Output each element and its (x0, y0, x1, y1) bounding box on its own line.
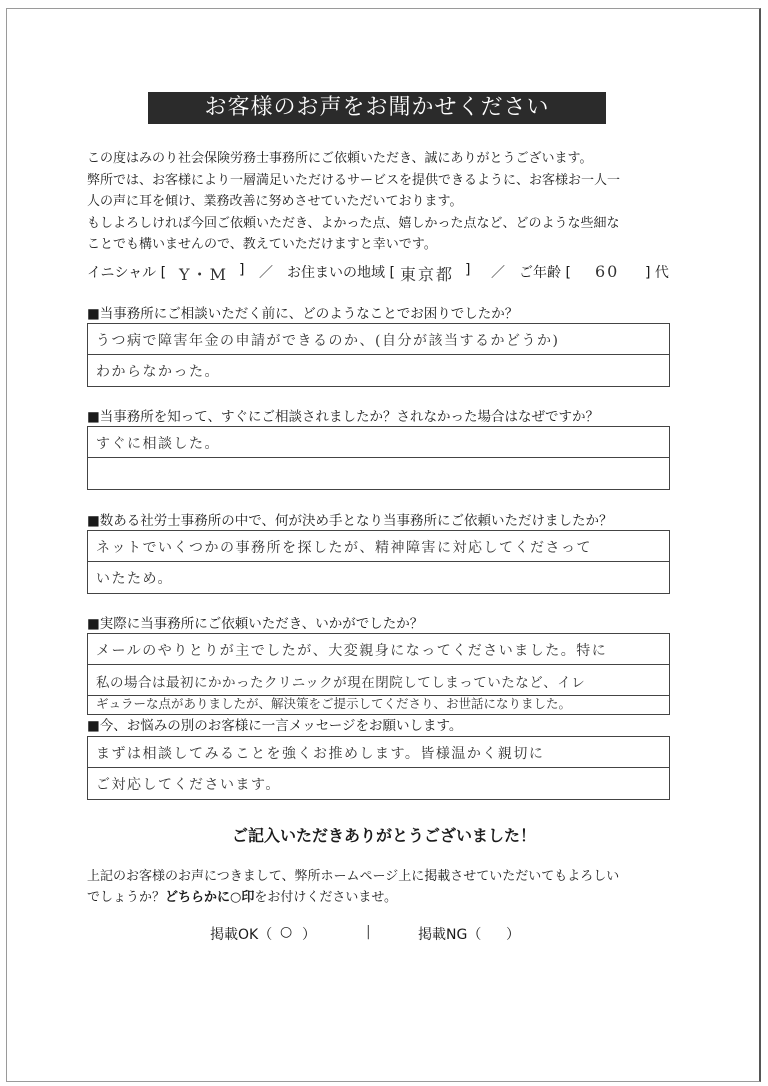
initial-value[interactable]: Y・M (179, 265, 228, 284)
answer-box-5[interactable] (87, 736, 670, 800)
question-1-label: ■当事務所にご相談いただく前に、どのようなことでお困りでしたか？ (87, 306, 519, 322)
age-value[interactable]: 60 (595, 262, 620, 281)
answer-text: 私の場合は最初にかかったクリニックが現在閉院してしまっていたなど、イレ (96, 675, 586, 691)
consent-text (87, 866, 687, 908)
answer-text: いたため。 (96, 571, 173, 587)
intro-text (87, 148, 687, 256)
answer-text: ネットでいくつかの事務所を探したが、精神障害に対応してくださって (96, 540, 592, 556)
answer-line[interactable] (88, 324, 669, 355)
answer-text: すぐに相談した。 (96, 436, 220, 452)
profile-row (87, 262, 687, 284)
answer-line[interactable] (88, 531, 669, 562)
question-2-label: ■当事務所を知って、すぐにご相談されましたか？されなかった場合はなぜですか？ (87, 409, 599, 425)
answer-line[interactable] (88, 768, 669, 799)
answer-text: わからなかった。 (96, 364, 220, 380)
area-close: ] (465, 262, 471, 278)
answer-box-1[interactable] (87, 323, 670, 387)
age-label: ご年齢 [ (519, 265, 571, 281)
intro-line: 弊所では、お客様により一層満足いただけるサービスを提供できるように、お客様お一人一 (87, 172, 621, 188)
answer-box-3[interactable] (87, 530, 670, 594)
answer-box-4[interactable] (87, 633, 670, 715)
separator: ／ (491, 265, 505, 281)
answer-text: ギュラーな点がありましたが、解決策をご提示してくださり、お世話になりました。 (96, 696, 572, 711)
intro-line: ことでも構いませんので、教えていただけますと幸いです。 (87, 237, 437, 252)
answer-text: うつ病で障害年金の申請ができるのか、(自分が該当するかどうか) (96, 333, 560, 349)
answer-line[interactable] (88, 737, 669, 768)
answer-box-2[interactable] (87, 426, 670, 490)
area-value[interactable]: 東京都 (400, 265, 455, 284)
answer-line[interactable] (88, 562, 669, 593)
initial-label: イニシャル [ (87, 265, 167, 281)
consent-end: をお付けくださいませ。 (254, 890, 397, 905)
answer-line[interactable] (88, 458, 669, 489)
choice-divider: | (366, 924, 371, 940)
publish-ng-label[interactable]: 掲載NG（ (418, 927, 482, 943)
answer-text: メールのやりとりが主でしたが、大変親身になってくださいました。特に (96, 643, 608, 659)
publish-ng-close: ） (506, 927, 520, 943)
publish-ok-close: ） (302, 927, 316, 943)
intro-line: この度はみのり社会保険労務士事務所にご依頼いただき、誠にありがとうございます。 (87, 151, 593, 166)
separator: ／ (259, 265, 273, 281)
question-5-label: ■今、お悩みの別のお客様に一言メッセージをお願いします。 (87, 718, 463, 734)
consent-emphasis: どちらかに○印 (165, 890, 255, 905)
area-label: お住まいの地域 [ (287, 265, 395, 281)
age-close: ] 代 (645, 265, 669, 281)
answer-text: ご対応してくださいます。 (96, 777, 281, 793)
answer-line[interactable] (88, 427, 669, 458)
answer-line[interactable] (88, 696, 669, 714)
answer-line[interactable] (88, 665, 669, 696)
consent-plain: でしょうか？ (87, 890, 166, 905)
intro-line: もしよろしければ今回ご依頼いただき、よかった点、嬉しかった点など、どのような些細な (87, 215, 620, 231)
answer-line[interactable] (88, 355, 669, 386)
answer-text: まずは相談してみることを強くお推めします。皆様温かく親切に (96, 746, 545, 762)
initial-close: ] (239, 262, 245, 278)
consent-line: 上記のお客様のお声につきまして、弊所ホームページ上に掲載させていただいてもよろしい (87, 869, 620, 884)
intro-line: 人の声に耳を傾け、業務改善に努めさせていただいております。 (87, 194, 463, 209)
question-3-label: ■数ある社労士事務所の中で、何が決め手となり当事務所にご依頼いただけましたか？ (87, 513, 613, 529)
question-4-label: ■実際に当事務所にご依頼いただき、いかがでしたか？ (87, 616, 424, 632)
page-title: お客様のお声をお聞かせください (148, 92, 606, 124)
publish-ok-label: 掲載OK（ (210, 927, 273, 943)
publish-ok-mark[interactable]: ○ (280, 924, 293, 940)
answer-line[interactable] (88, 634, 669, 665)
thanks-message: ご記入いただきありがとうございました！ (231, 826, 536, 845)
consent-line (87, 887, 687, 908)
